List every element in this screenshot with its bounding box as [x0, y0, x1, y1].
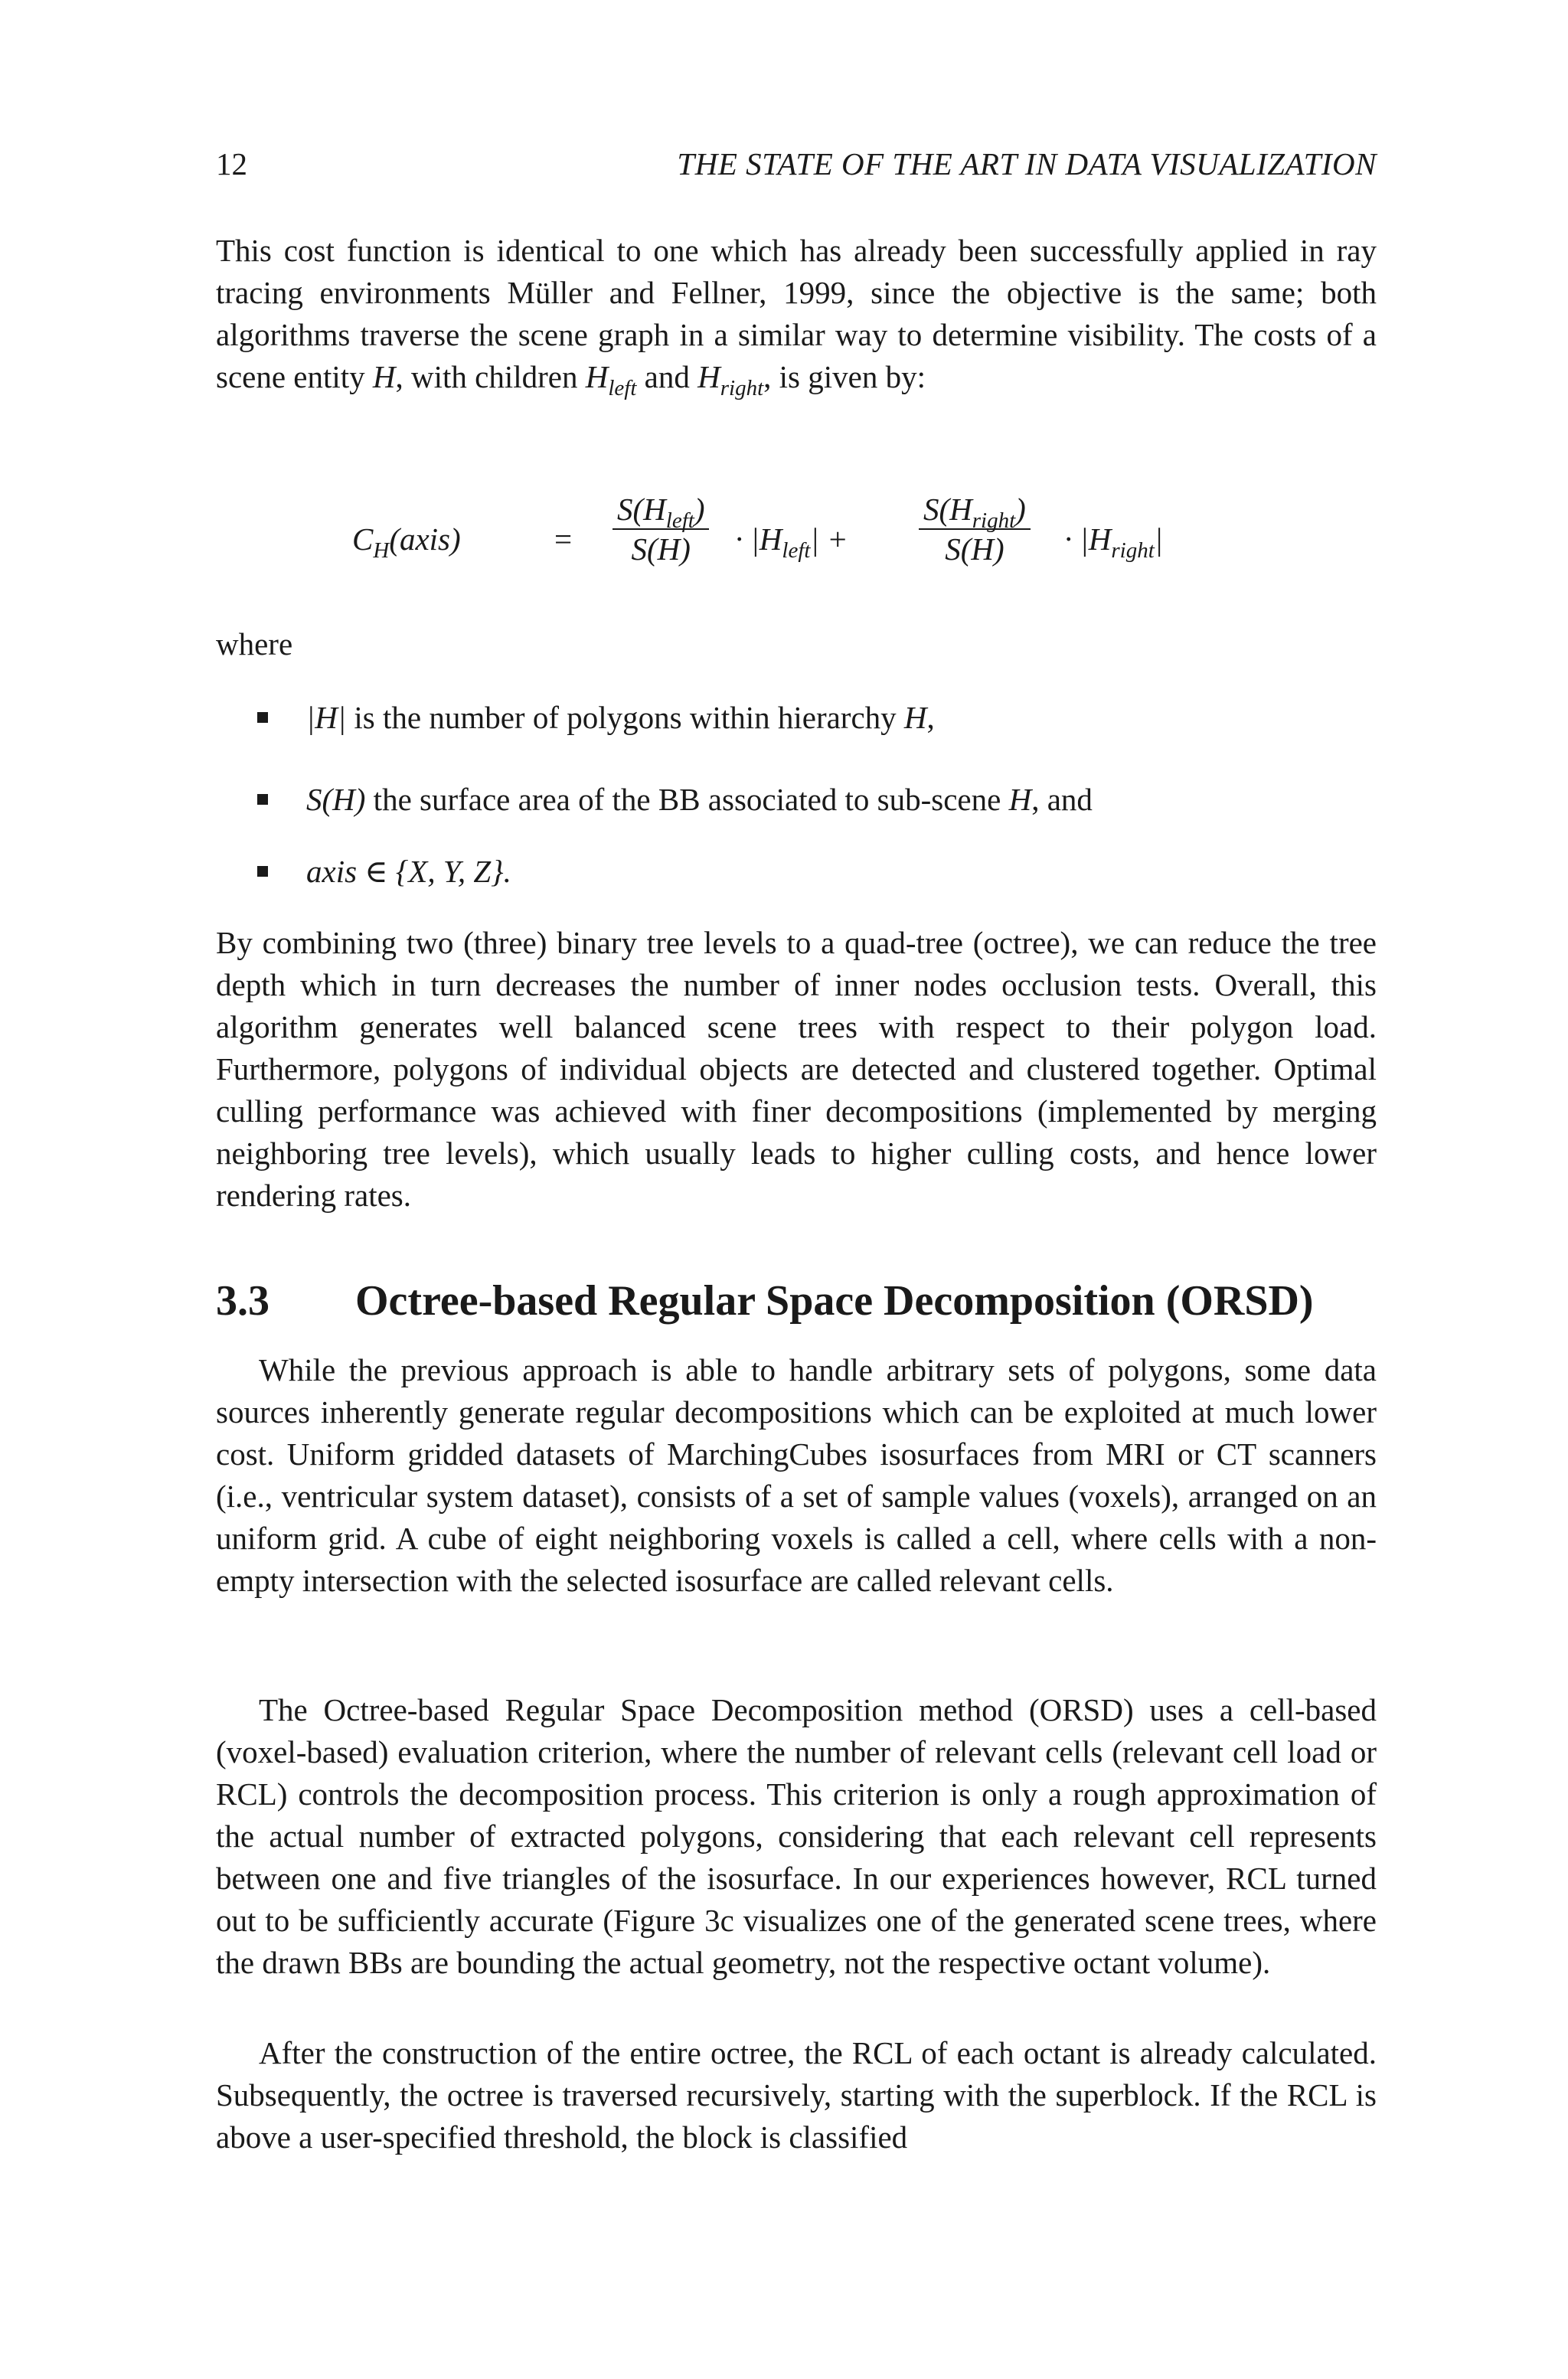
term-left: · $|H_{left}|$ + — [735, 521, 848, 563]
page-number: 12 — [216, 146, 247, 181]
square-bullet-icon — [257, 712, 268, 723]
body-paragraph: The Octree-based Regular Space Decomposition method (ORSD) uses a cell-based (voxel-based) evaluation criterion, where the number of relevant cells (relevant cell load or RCL) controls the decomposition process. This criterion is only a rough approximation of the actual number of extracted polygons, considering that each relevant cell represents between one and five triangles of the isosurface. In our experiences however, RCL turned out to be sufficiently accurate (Figure 3c visualizes one of the generated scene trees, where the drawn BBs are bounding the actual geometry, not the respective octant volume). — [216, 1692, 1377, 1980]
square-bullet-icon — [257, 794, 268, 805]
equation-lhs: $C_H(axis)$ — [352, 521, 461, 563]
body-paragraph: After the construction of the entire octree, the RCL of each octant is already calculated. Subsequently, the octree is traversed recursively, starting with the superblock. If the RCL is above a user-specified threshold, the block is classified — [216, 2035, 1377, 2155]
equation-equals: = — [554, 521, 573, 557]
running-title: THE STATE OF THE ART IN DATA VISUALIZATION — [677, 146, 1377, 181]
fraction-left: $S(H_{left})$ S(H) — [612, 490, 709, 568]
fraction-right: $S(H_{right})$ S(H) — [919, 490, 1031, 568]
section-heading: 3.3 Octree-based Regular Space Decomposition (ORSD) — [216, 1277, 1314, 1325]
body-paragraph: While the previous approach is able to handle arbitrary sets of polygons, some data sources inherently generate regular decompositions which can be exploited at much lower cost. Uniform gridded datasets of MarchingCubes isosurfaces from MRI or CT scanners (i.e., ventricular system dataset), consists of a set of sample values (voxels), arranged on an uniform grid. A cube of eight neighboring voxels is called a cell, where cells with a non-empty intersection with the selected isosurface are called relevant cells. — [216, 1352, 1377, 1598]
where-label: where — [216, 626, 293, 662]
term-right: · $|H_{right}|$ — [1064, 521, 1164, 563]
square-bullet-icon — [257, 866, 268, 877]
body-paragraph: By combining two (three) binary tree levels to a quad-tree (octree), we can reduce the tree depth which in turn decreases the number of inner nodes occlusion tests. Overall, this algorithm generates well balanced scene trees with respect to their polygon load. Furthermore, polygons of individual objects are detected and clustered together. Optimal culling performance was achieved with finer decompositions (implemented by merging neighboring tree levels), which usually leads to higher culling costs, and hence lower rendering rates. — [216, 925, 1377, 1213]
cost-equation — [352, 490, 1348, 605]
intro-paragraph: This cost function is identical to one which has already been successfully applied in ray tracing environments Müller and Fellner, 1999, since the objective is the same; both algorithms traverse the scene graph in a similar way to determine visibility. The costs of a scene entity H, with children $H_{left}$ and $H_{right}$, is given by: — [216, 233, 1377, 400]
